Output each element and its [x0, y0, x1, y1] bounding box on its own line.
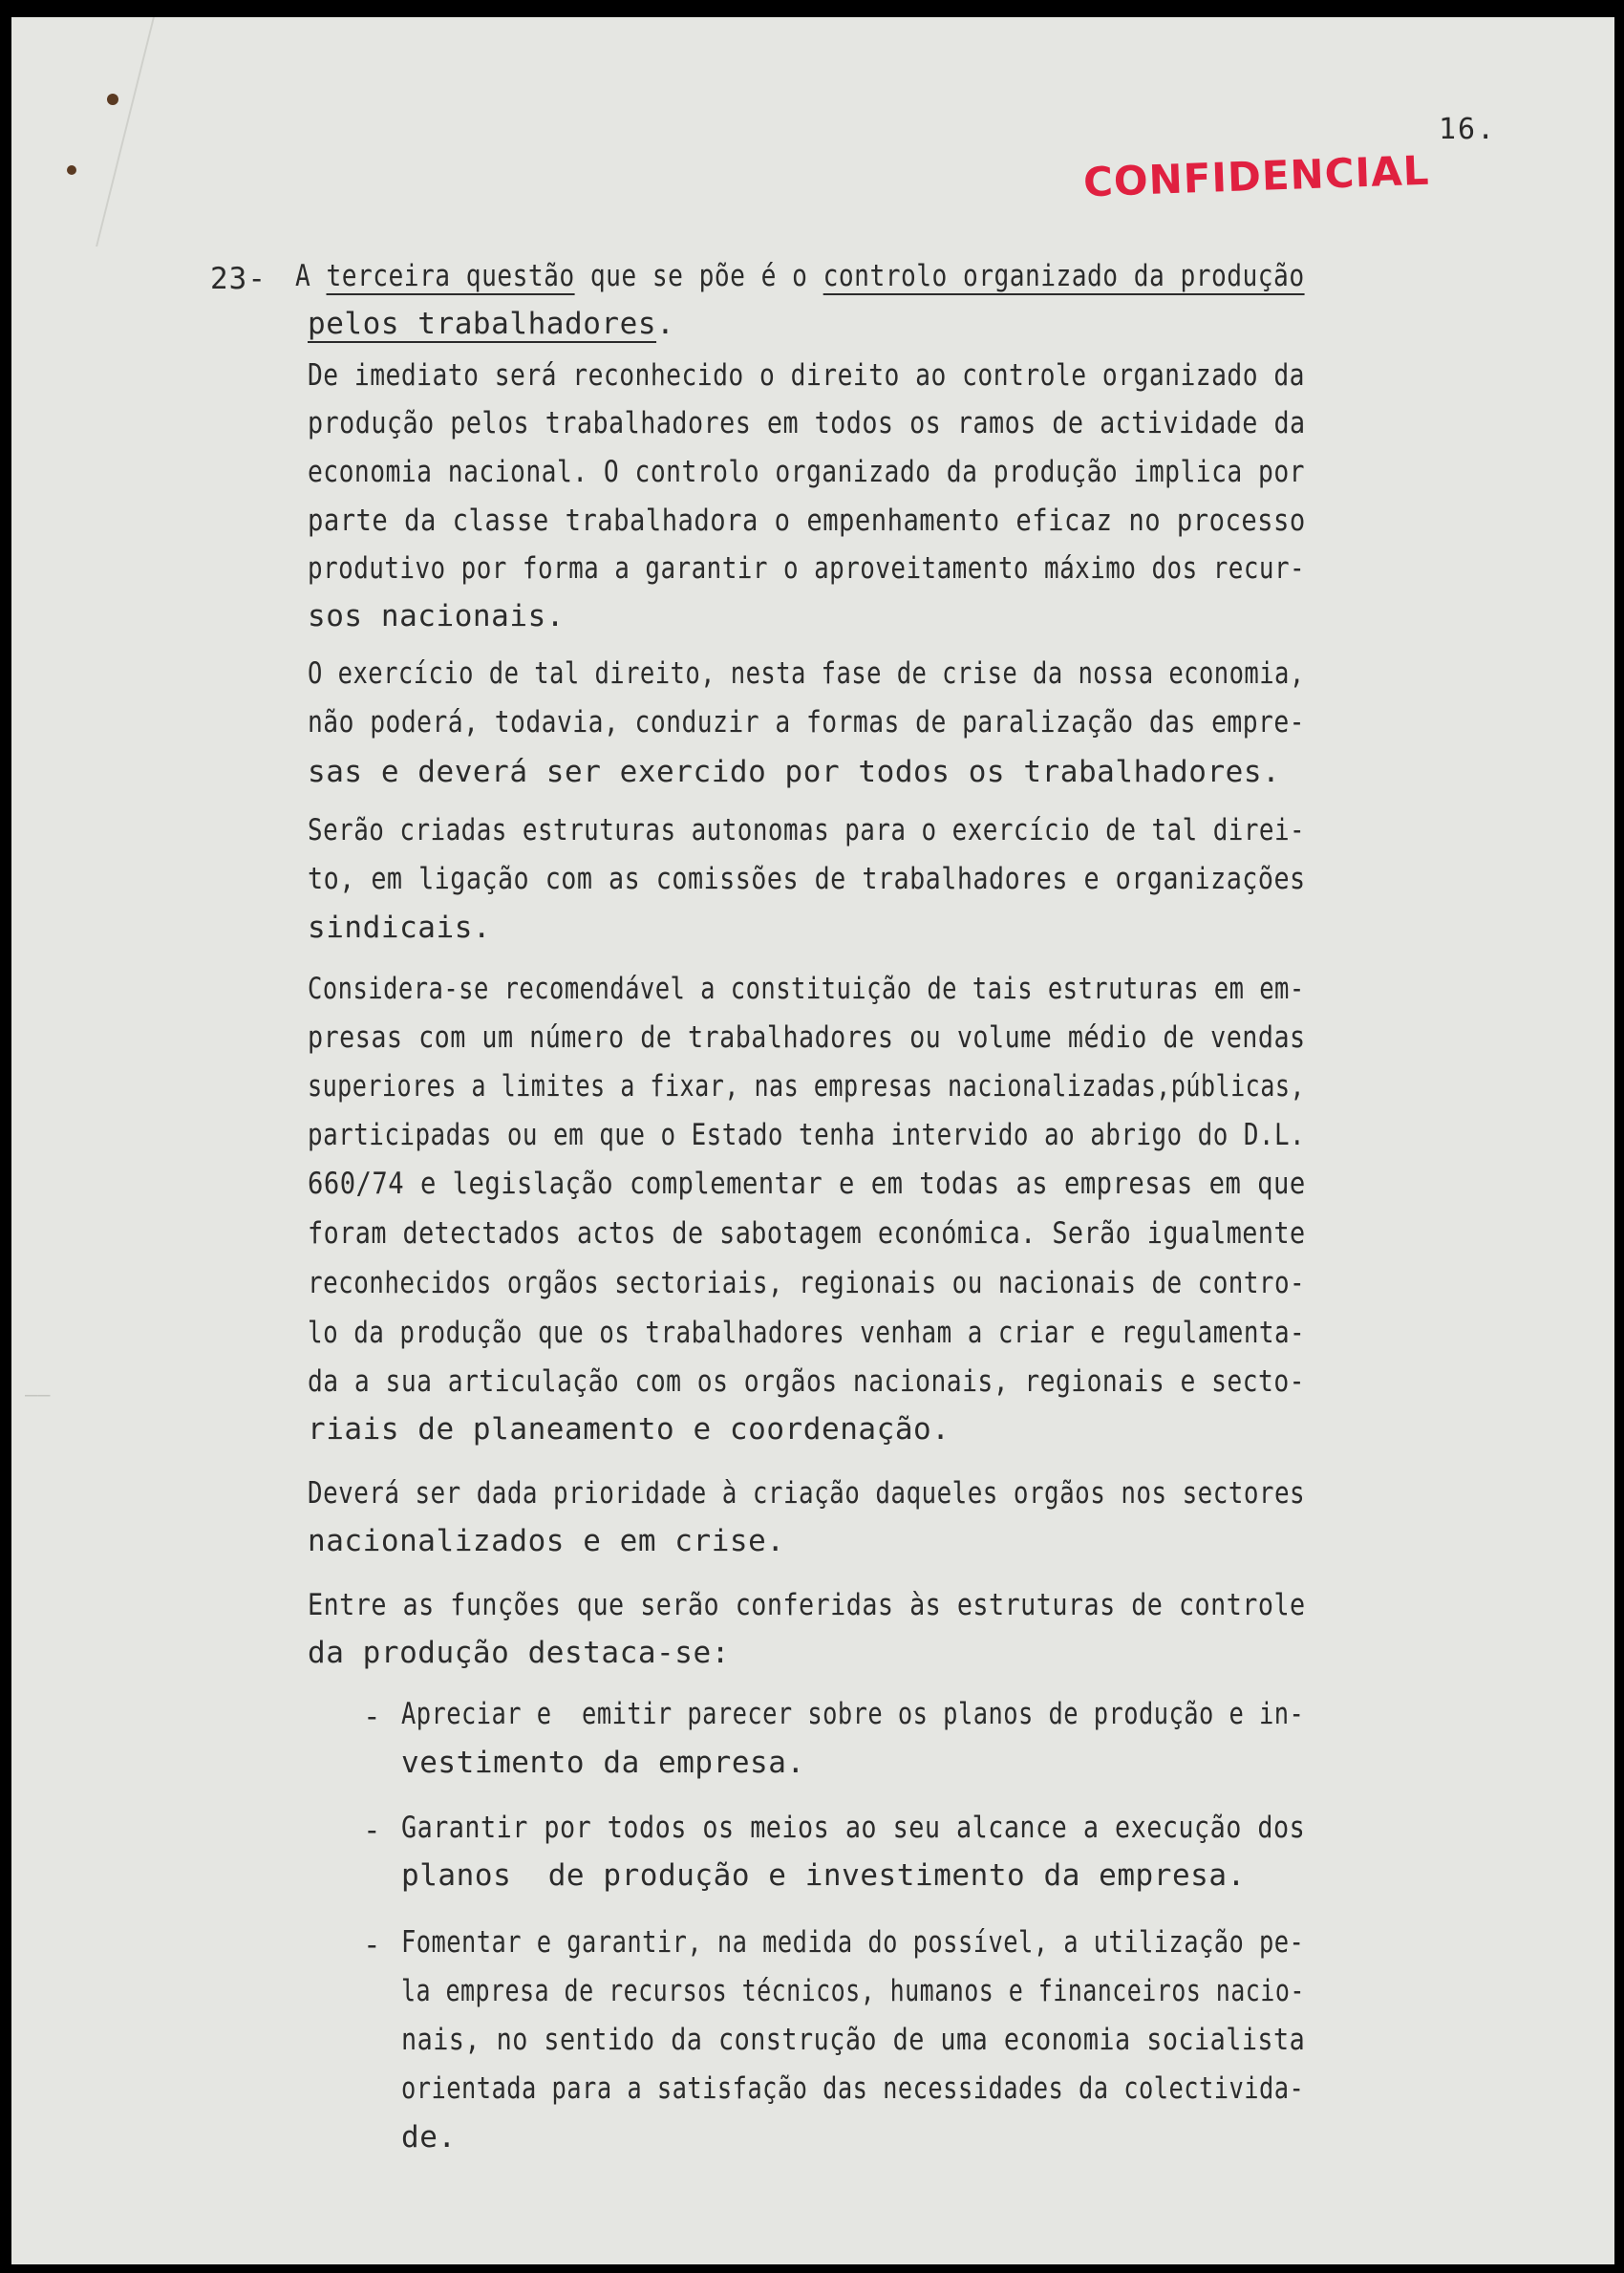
paragraph-line: Serão criadas estruturas autonomas para o exercício de tal direi- [308, 813, 1306, 847]
page-fold-shadow [96, 17, 212, 247]
paragraph-line: reconhecidos orgãos sectoriais, regionais ou nacionais de contro- [308, 1266, 1306, 1300]
paragraph-line: economia nacional. O controlo organizado da produção implica por [308, 455, 1305, 489]
bullet-line: planos de produção e investimento da empresa. [401, 1858, 1246, 1893]
paragraph-line: O exercício de tal direito, nesta fase de crise da nossa economia, [308, 656, 1305, 691]
heading-underlined-phrase: pelos trabalhadores [308, 307, 657, 341]
bullet-line: nais, no sentido da construção de uma economia socialista [401, 2023, 1306, 2057]
bleed-through-mark: —— [25, 1383, 51, 1407]
heading-underlined-phrase: terceira questão [326, 259, 575, 293]
section-heading-line-2 [308, 307, 675, 341]
bullet-dash: - [363, 1813, 381, 1848]
paragraph-line: De imediato será reconhecido o direito ao controle organizado da [308, 358, 1305, 393]
heading-part: A [295, 259, 327, 293]
paragraph-line: 660/74 e legislação complementar e em todas as empresas em que [308, 1167, 1306, 1201]
heading-part: . [656, 307, 675, 341]
bullet-line: la empresa de recursos técnicos, humanos e financeiros nacio- [401, 1974, 1305, 2008]
heading-part: que se põe é o [574, 259, 823, 293]
paragraph-line: da a sua articulação com os orgãos nacionais, regionais e secto- [308, 1364, 1305, 1399]
paragraph-line: sas e deverá ser exercido por todos os trabalhadores. [308, 755, 1281, 789]
section-number: 23- [210, 262, 267, 296]
bullet-line: Garantir por todos os meios ao seu alcance a execução dos [401, 1811, 1306, 1845]
punch-hole-mark [67, 165, 76, 175]
paragraph-line: Entre as funções que serão conferidas às estruturas de controle [308, 1588, 1306, 1622]
paragraph-line: presas com um número de trabalhadores ou volume médio de vendas [308, 1020, 1306, 1055]
bullet-dash: - [363, 1928, 381, 1962]
bullet-dash: - [363, 1700, 381, 1734]
paragraph-line: sos nacionais. [308, 599, 565, 633]
paragraph-line: Considera-se recomendável a constituição de tais estruturas em em- [308, 972, 1305, 1006]
bullet-line: Fomentar e garantir, na medida do possível, a utilização pe- [401, 1925, 1305, 1960]
paragraph-line: riais de planeamento e coordenação. [308, 1412, 951, 1447]
section-heading-line-1 [295, 259, 1305, 293]
paragraph-line: produtivo por forma a garantir o aproveitamento máximo dos recur- [308, 551, 1306, 586]
bullet-line: Apreciar e emitir parecer sobre os planos de produção e in- [401, 1697, 1305, 1731]
bullet-line: vestimento da empresa. [401, 1746, 805, 1780]
paragraph-line: lo da produção que os trabalhadores venham a criar e regulamenta- [308, 1316, 1306, 1350]
paragraph-line: superiores a limites a fixar, nas empresas nacionalizadas,públicas, [308, 1069, 1306, 1104]
document-page [11, 17, 1614, 2264]
punch-hole-mark [107, 94, 118, 105]
paragraph-line: da produção destaca-se: [308, 1636, 730, 1670]
confidential-stamp: CONFIDENCIAL [1082, 146, 1431, 206]
page-number: 16. [1439, 113, 1497, 146]
paragraph-line: produção pelos trabalhadores em todos os ramos de actividade da [308, 406, 1306, 440]
paragraph-line: to, em ligação com as comissões de trabalhadores e organizações [308, 862, 1306, 896]
paragraph-line: parte da classe trabalhadora o empenhamento eficaz no processo [308, 504, 1306, 538]
paragraph-line: nacionalizados e em crise. [308, 1524, 785, 1558]
paragraph-line: sindicais. [308, 911, 492, 945]
paragraph-line: participadas ou em que o Estado tenha intervido ao abrigo do D.L. [308, 1118, 1306, 1152]
bullet-line: de. [401, 2120, 457, 2155]
bullet-line: orientada para a satisfação das necessidades da colectivida- [401, 2071, 1305, 2106]
paragraph-line: foram detectados actos de sabotagem económica. Serão igualmente [308, 1216, 1306, 1251]
heading-underlined-phrase: controlo organizado da produção [823, 259, 1305, 293]
paragraph-line: não poderá, todavia, conduzir a formas de paralização das empre- [308, 705, 1305, 740]
paragraph-line: Deverá ser dada prioridade à criação daqueles orgãos nos sectores [308, 1476, 1306, 1511]
